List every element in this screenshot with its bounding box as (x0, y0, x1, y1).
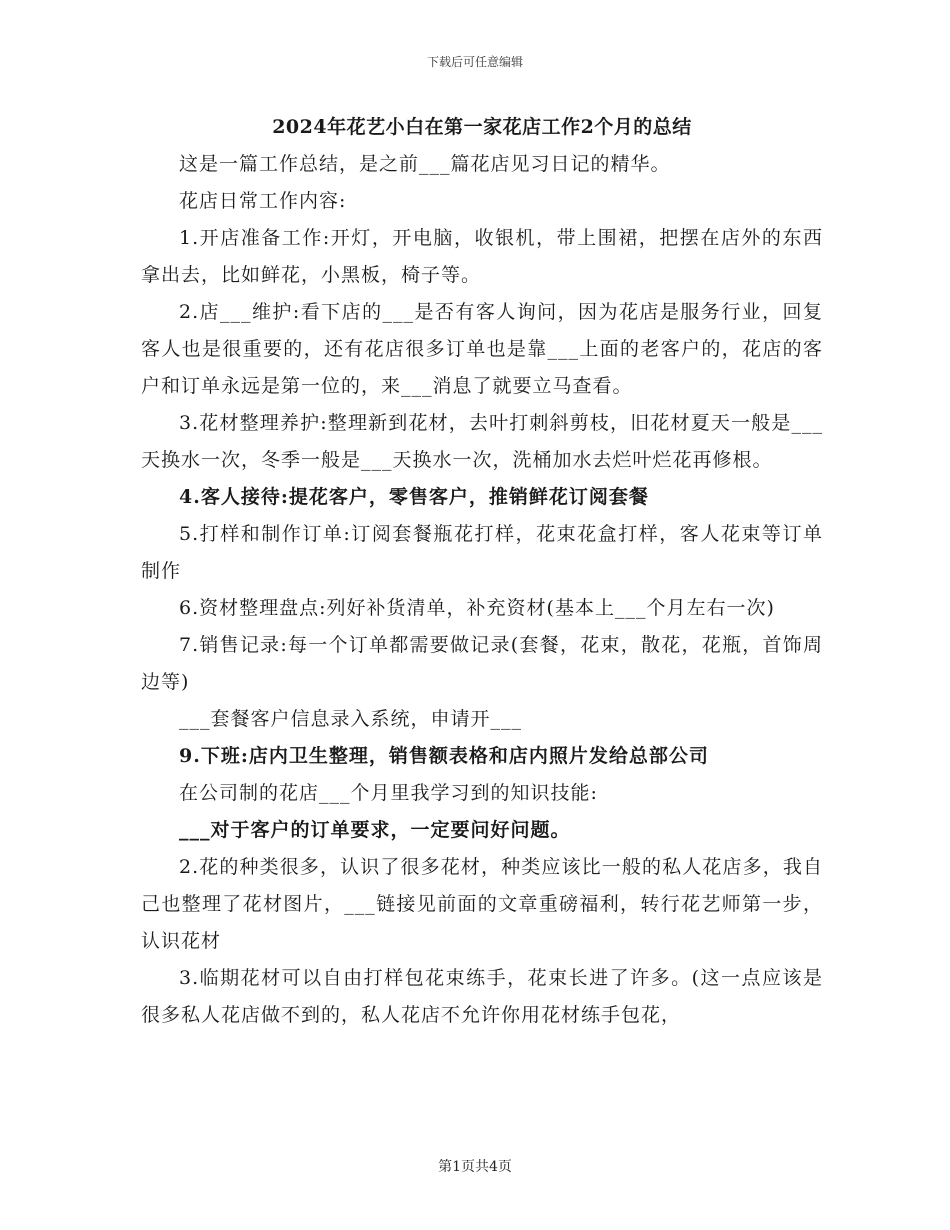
paragraph-list (141, 146, 823, 1034)
paragraph: ___对于客户的订单要求，一定要问好问题。 (179, 819, 571, 841)
paragraph: 6.资材整理盘点:列好补货清单，补充资材(基本上___个月左右一次) (179, 597, 775, 619)
paragraph: 1.开店准备工作:开灯，开电脑，收银机，带上围裙，把摆在店外的东西拿出去，比如鲜花，小黑板，椅子等。 (141, 227, 823, 286)
paragraph: 2.店___维护:看下店的___是否有客人询问，因为花店是服务行业，回复客人也是很重要的，还有花店很多订单也是靠___上面的老客户的，花店的客户和订单永远是第一位的，来___消息了就要立马查看。 (141, 301, 823, 397)
paragraph: 这是一篇工作总结，是之前___篇花店见习日记的精华。 (179, 153, 671, 175)
paragraph: 在公司制的花店___个月里我学习到的知识技能: (179, 782, 598, 804)
paragraph: ___套餐客户信息录入系统，申请开___ (179, 708, 523, 730)
paragraph: 2.花的种类很多，认识了很多花材，种类应该比一般的私人花店多，我自己也整理了花材图片，___链接见前面的文章重磅福利，转行花艺师第一步，认识花材 (141, 856, 823, 952)
paragraph: 5.打样和制作订单:订阅套餐瓶花打样，花束花盒打样，客人花束等订单制作 (141, 523, 823, 582)
paragraph: 9.下班:店内卫生整理，销售额表格和店内照片发给总部公司 (179, 745, 709, 767)
paragraph: 花店日常工作内容: (179, 190, 347, 212)
document-body (141, 108, 823, 1034)
paragraph: 3.临期花材可以自由打样包花束练手，花束长进了许多。(这一点应该是很多私人花店做不到的，私人花店不允许你用花材练手包花， (141, 967, 823, 1026)
document-title: 2024年花艺小白在第一家花店工作2个月的总结 (272, 116, 692, 138)
page-number: 第1页共4页 (438, 1159, 512, 1175)
page-header-note: 下载后可任意编辑 (426, 55, 523, 69)
paragraph: 7.销售记录:每一个订单都需要做记录(套餐，花束，散花，花瓶，首饰周边等) (141, 634, 823, 693)
paragraph: 3.花材整理养护:整理新到花材，去叶打刺斜剪枝，旧花材夏天一般是___天换水一次，冬季一般是___天换水一次，洗桶加水去烂叶烂花再修根。 (141, 412, 823, 471)
paragraph: 4.客人接待:提花客户，零售客户，推销鲜花订阅套餐 (179, 486, 649, 508)
